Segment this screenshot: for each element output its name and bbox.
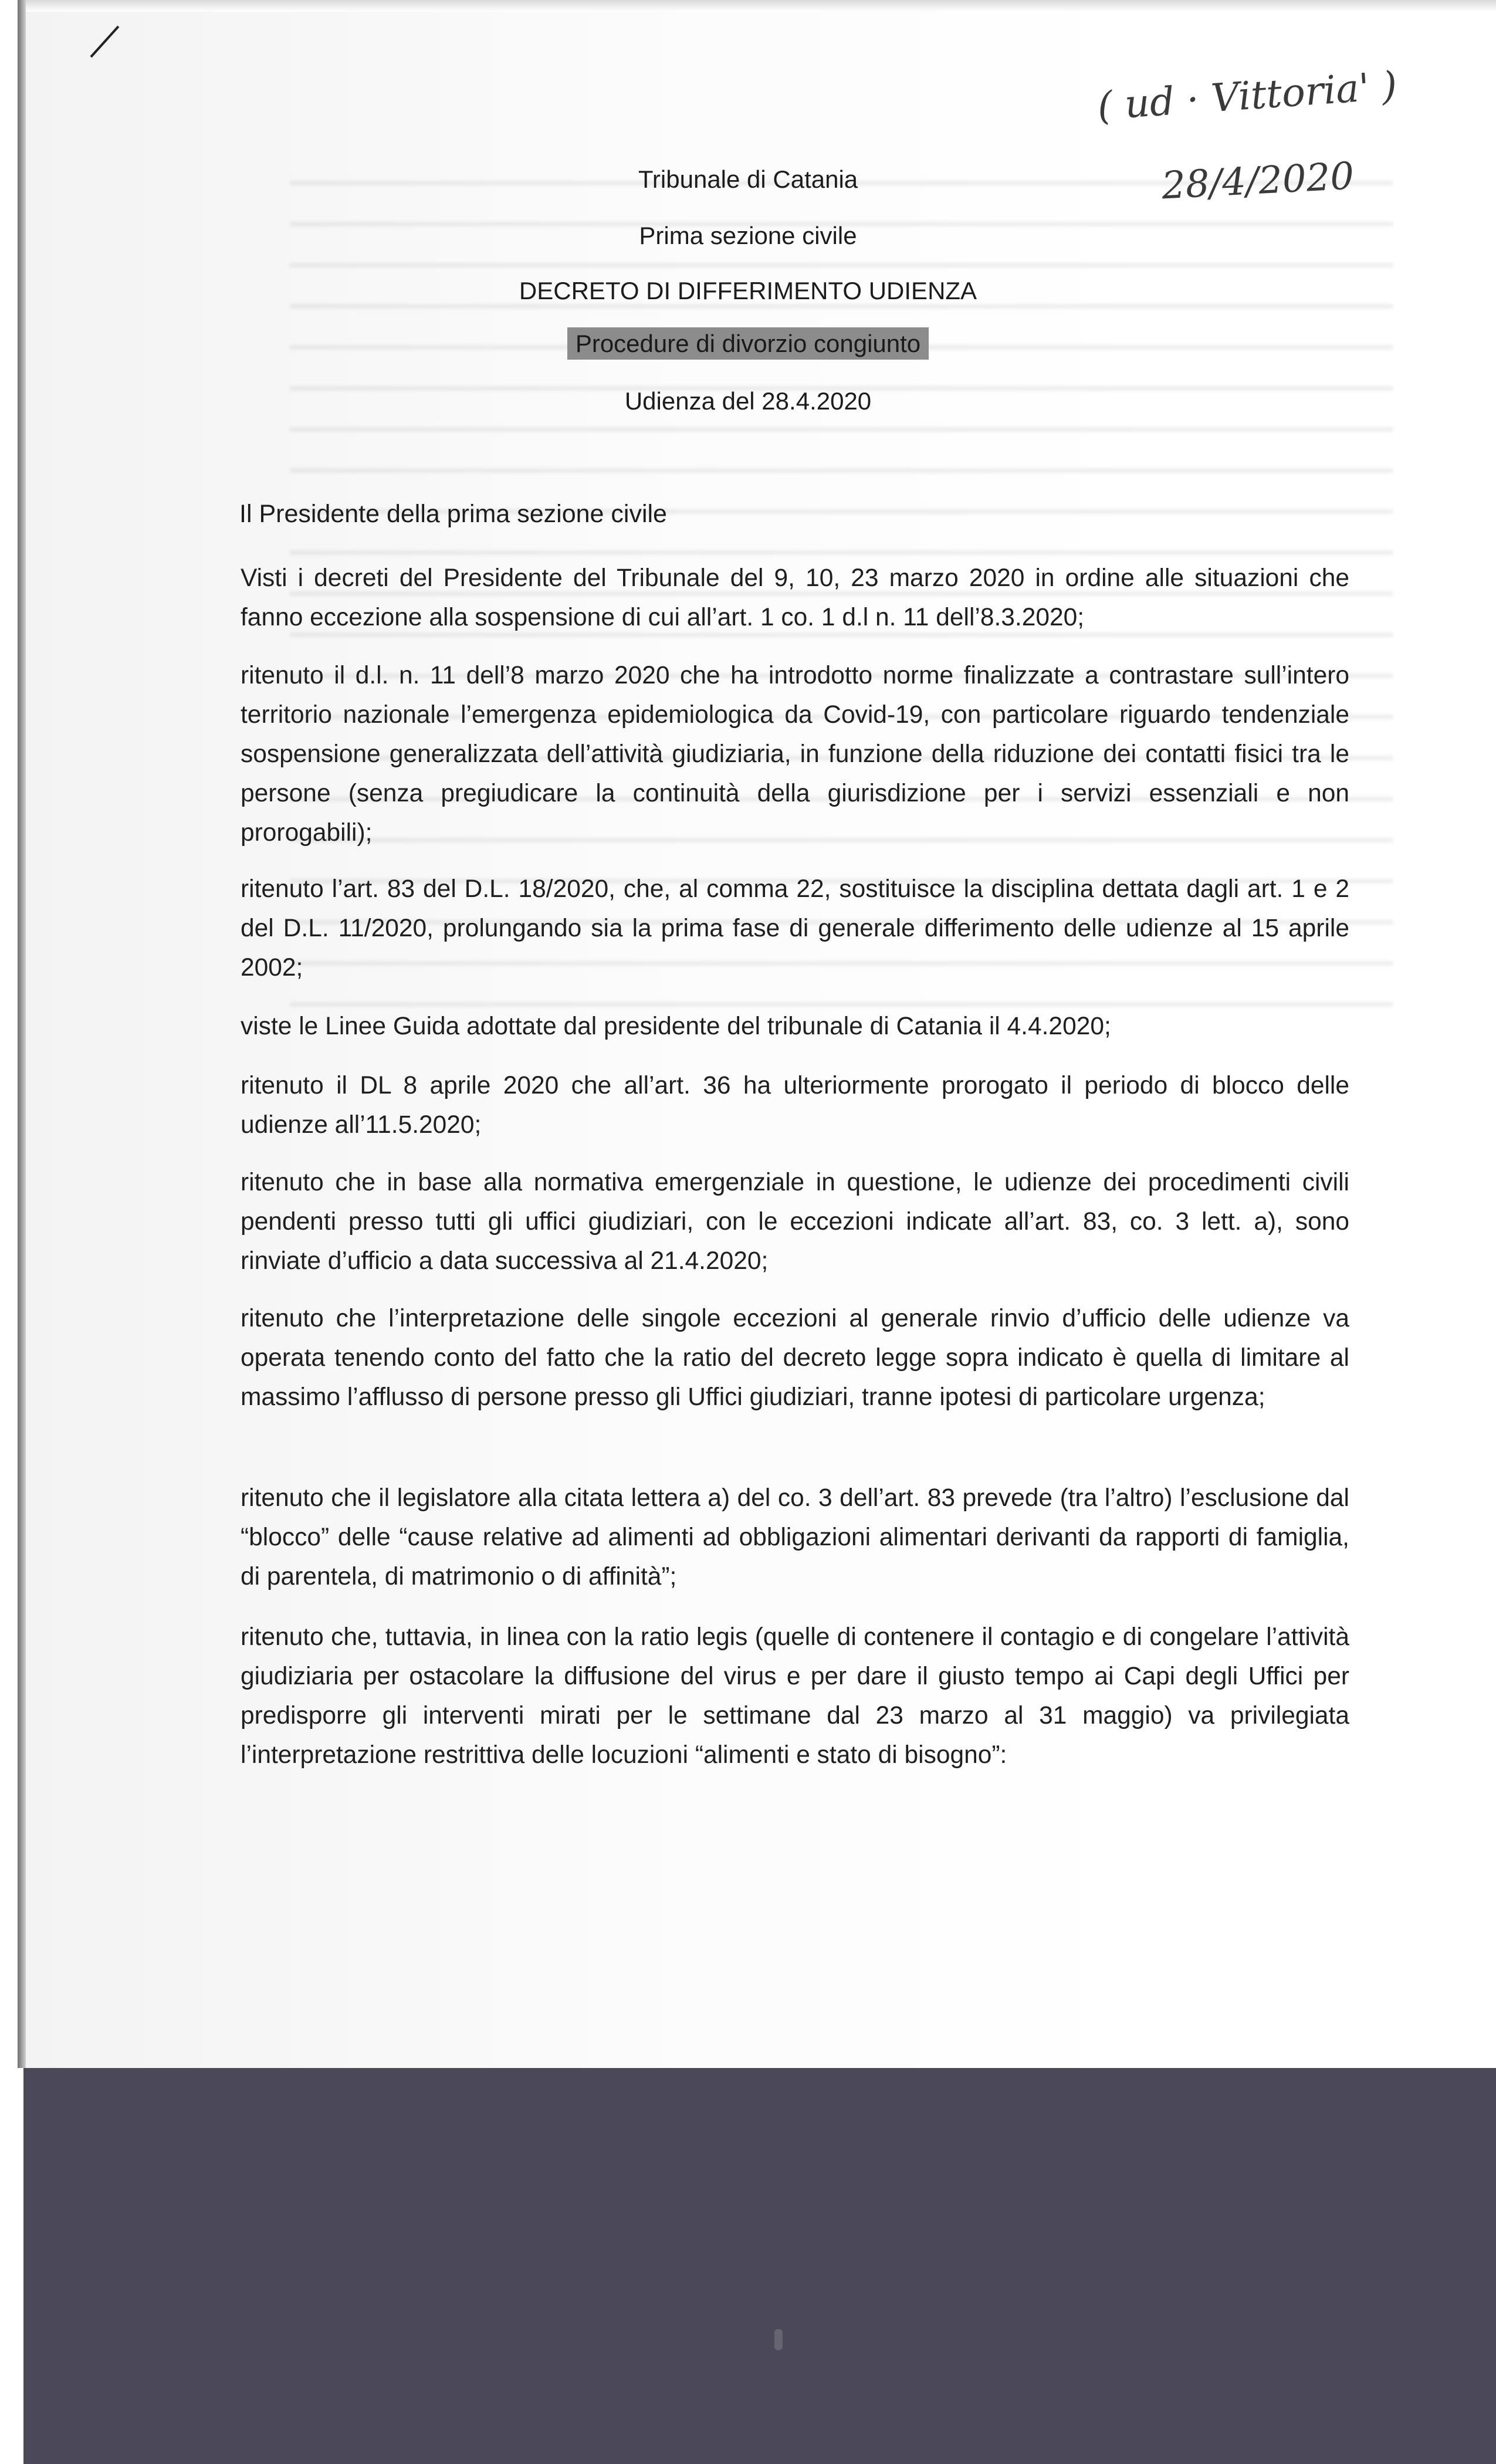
paragraph-9: ritenuto che, tuttavia, in linea con la ratio legis (quelle di contenere il contagio e di congelare l’attività giudiziaria per ostacolare la diffusione del virus e per dare il giusto tempo ai Capi degli Uffici per predisporre gli interventi mirati per le settimane dal 23 marzo al 31 maggio) va privilegiata l’interpretazione restrittiva delle locuzioni “alimenti e stato di bisogno”: (241, 1623, 1349, 1769)
paragraph-1: Visti i decreti del Presidente del Tribunale del 9, 10, 23 marzo 2020 in ordine alle situazioni che fanno eccezione alla sospensione di cui all’art. 1 co. 1 d.l n. 11 dell’8.3.2020; (241, 564, 1349, 631)
procedure-highlight: Procedure di divorzio congiunto (567, 327, 929, 360)
paragraph-8: ritenuto che il legislatore alla citata lettera a) del co. 3 dell’art. 83 prevede (tra l’altro) l’esclusione dal “blocco” delle “cause relative ad alimenti ad obbligazioni alimentari derivanti da rapporti di famiglia, di parentela, di matrimonio o di affinità”; (241, 1484, 1349, 1590)
paragraph-6: ritenuto che in base alla normativa emergenziale in questione, le udienze dei procedimenti civili pendenti presso tutti gli uffici giudiziari, con le eccezioni indicate all’art. 83, co. 3 lett. a), sono rinviate d’ufficio a data successiva al 21.4.2020; (241, 1169, 1349, 1275)
paragraph-5: ritenuto il DL 8 aprile 2020 che all’art. 36 ha ulteriormente prorogato il periodo di blocco delle udienze all’11.5.2020; (241, 1072, 1349, 1139)
hearing-date: Udienza del 28.4.2020 (624, 387, 872, 415)
paragraph-4: viste le Linee Guida adottate dal presidente del tribunale di Catania il 4.4.2020; (241, 1013, 1111, 1040)
scanner-speck (774, 2329, 783, 2350)
paragraph-2: ritenuto il d.l. n. 11 dell’8 marzo 2020 che ha introdotto norme finalizzate a contrastare sull’intero territorio nazionale l’emergenza epidemiologica da Covid-19, con particolare riguardo tendenziale sospensione generalizzata dell’attività giudiziaria, in funzione della riduzione dei contatti fisici tra le persone (senza pregiudicare la continuità della giurisdizione per i servizi essenziali e non prorogabili); (241, 662, 1349, 847)
court-name: Tribunale di Catania (638, 165, 858, 193)
paragraph-7: ritenuto che l’interpretazione delle singole eccezioni al generale rinvio d’ufficio delle udienze va operata tenendo conto del fatto che la ratio del decreto legge sopra indicato è quella di limitare al massimo l’afflusso di persone presso gli Uffici giudiziari, tranne ipotesi di particolare urgenza; (241, 1305, 1349, 1411)
section-name: Prima sezione civile (639, 222, 857, 249)
issuer-line: Il Presidente della prima sezione civile (239, 500, 667, 528)
procedure-heading (0, 330, 1496, 358)
scanner-background (23, 2068, 1496, 2464)
scan-left-edge (18, 0, 26, 2068)
paragraph-3: ritenuto l’art. 83 del D.L. 18/2020, che, al comma 22, sostituisce la disciplina dettata dagli art. 1 e 2 del D.L. 11/2020, prolungando sia la prima fase di generale differimento delle udienze al 15 aprile 2002; (241, 875, 1349, 981)
handwritten-date: 28/4/2020 (1160, 154, 1355, 208)
decree-title: DECRETO DI DIFFERIMENTO UDIENZA (519, 277, 977, 304)
handwritten-note: ( ud · Vittoria' ) (1095, 63, 1399, 129)
scan-top-shadow (26, 0, 1496, 12)
